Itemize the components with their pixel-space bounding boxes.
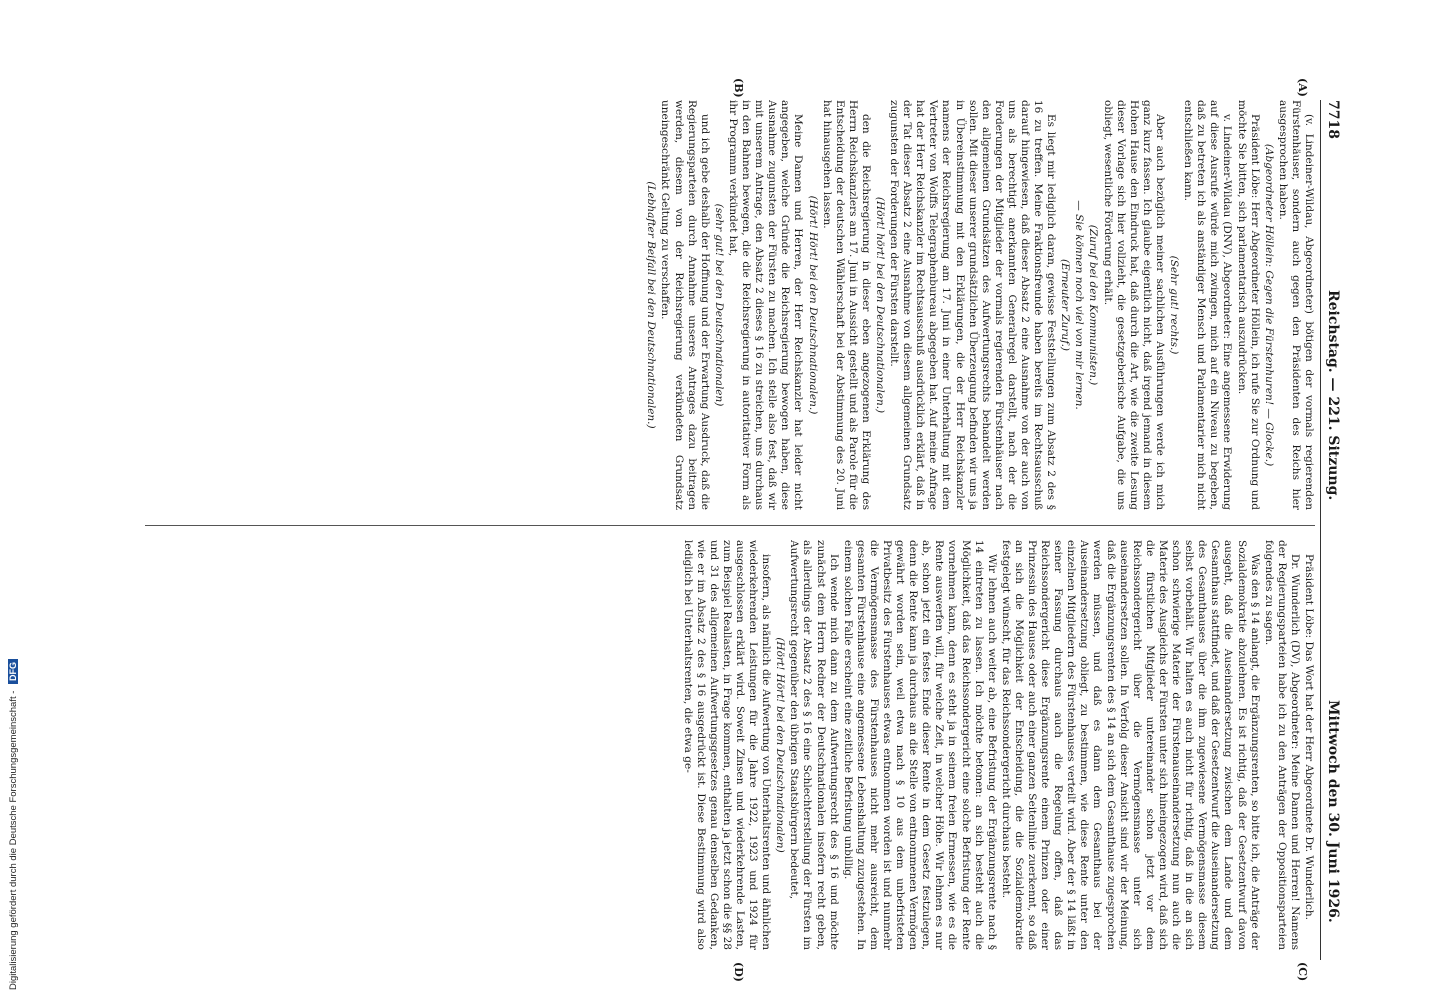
col1-paragraph: und ich gebe deshalb der Hoffnung und der Erwartung Ausdruck, daß die Regierungsparteien durch Annahme unseres Antrages dazu beitragen werden, diesem von der Reichsregierung verkündeten Grundsatz uneingeschränkt Geltung zu verschaffen. [659,100,711,510]
col1-paragraph: den die Reichsregierung in dieser eben angezogenen Erklärung des Herrn Reichskanzlers am 17. Juni in Aussicht gestellt und als Parole für die Entscheidung der deutschen Wählerschaft bei der Abstimmung des 20. Juni hat hinausgehen lassen. [820,100,872,510]
col1-paragraph: Präsident Löbe: Herr Abgeordneter Höllein, ich rufe Sie zur Ordnung und möchte Sie bitten, sich parlamentarisch auszudrücken. [1235,100,1261,510]
col1-paragraph: (v. Lindeiner-Wildau, Abgeordneter) bötigen der vormals regierenden Fürstenhäuser, sondern auch gegen den Präsidenten des Reichs hier ausgesprochen haben. [1276,100,1315,510]
col1-paragraph: (Sehr gut! rechts.) [1168,255,1181,355]
col2-paragraph: Ich wende mich dann zu dem Aufwertungsrecht des § 16 und möchte zunächst dem Herrn Redner der Deutschnationalen insofern recht geben, als allerdings der Absatz 2 des § 16 eine Schlechterstellung der Fürsten im Aufwertungsrecht gegenüber den übrigen Staatsbürgern bedeutet, [788,540,840,950]
col2-paragraph: (Hört! Hört! bei den Deutschnationalen) [774,637,787,853]
col1-paragraph: Meine Damen und Herren, der Herr Reichskanzler hat leider nicht angegeben, welche Gründe die Reichsregierung bewogen haben, diese Ausnahme zugunsten der Fürsten zu machen. Ich stelle also fest, daß wir mit unserem Antrage, den Absatz 2 dieses § 16 zu streichen, uns durchaus in den Bahnen bewegen, die die Reichsregierung in autoritativer Form als ihr Programm verkündet hat, [726,100,805,510]
margin-mark-b: (B) [732,78,745,98]
margin-mark-a: (A) [1296,78,1309,97]
col2-paragraph: insofern, als nämlich die Aufwertung von Unterhaltsrenten und ähnlichen wiederkehrenden Leistungen für die Jahre 1922, 1923 und 1924 für ausgeschlossen erklärt wird. Soweit Zinsen und wiederkehrende Lasten, zum Beispiel Reallasten, in Frage kommen, enthalten ja jetzt schon die §§ 28 und 31 des allgemeinen Aufwertungsgesetzes genau denselben Gedanken, wie er im Absatz 2 des § 16 ausgedrückt ist. Diese Bestimmung wird also lediglich bei Unterhaltsrenten, die etwa ge- [681,540,773,950]
col1-paragraph: (Lebhafter Beifall bei den Deutschnationalen.) [645,181,658,429]
col2-paragraph: Dr. Wunderlich (DV), Abgeordneter: Meine Damen und Herren! Namens der Regierungsparteien habe ich zu den Anträgen der Oppositionsparteien folgendes zu sagen. [1262,540,1301,950]
margin-mark-d: (D) [732,962,745,982]
left-column [643,100,1315,510]
margin-mark-c: (C) [1296,962,1309,982]
col1-paragraph: (Zuruf bei den Kommunisten.) [1087,224,1100,386]
page-header [1319,100,1345,960]
session-title: Reichstag. — 221. Sitzung. [1325,290,1341,501]
col1-paragraph: (sehr gut! bei den Deutschnationalen) [712,203,725,407]
dfg-logo: DFG [8,659,18,684]
session-date: Mittwoch den 30. Juni 1926. [1325,700,1341,923]
col1-paragraph: (Abgeordneter Höllein: Gegen die Fürstenhuren! — Glocke.) [1262,143,1275,467]
col2-paragraph: Was den § 14 anlangt, die Ergänzungsrenten, so bitte ich, die Anträge der Sozialdemokratie abzulehnen. Es ist richtig, daß der Gesetzentwurf davon ausgeht, daß die Auseinandersetzung zwischen dem Lande und dem Gesamthaus stattfindet, und daß der Gesetzentwurf die Auseinandersetzung des Gesamthauses über die ihm zugewiesene Vermögensmasse diesem selbst vorbehält. Wir halten es auch nicht für richtig, daß in die an sich schon schwierige Materie der Fürstenauseinandersetzung nun auch die Materie des Ausgleichs der Fürsten unter sich hineingezogen wird, daß sich die fürstlichen Mitglieder untereinander schon jetzt vor dem Reichssondergericht über die Vermögensmasse unter sich auseinandersetzen sollen. In Verfolg dieser Ansicht sind wir der Meinung, daß die Ergänzungsrenten des § 14 an sich dem Gesamthause zugesprochen werden müssen, und daß es dann dem Gesamthaus bei der Auseinandersetzung obliegt, zu bestimmen, wie diese Rente unter den einzelnen Mitgliedern des Fürstenhauses verteilt wird. Aber der § 14 läßt in seiner Fassung durchaus auch die Regelung offen, daß das Reichssondergericht diese Ergänzungsrente einem Prinzen oder einer Prinzessin des Hauses oder auch einer ganzen Seitenlinie zuerkennt, so daß an sich die Möglichkeit der Entscheidung, die die Sozialdemokratie festgelegt wünscht, für das Reichssondergericht durchaus besteht. [999,540,1261,950]
col1-paragraph: — Sie können noch viel von mir lernen. [1073,200,1086,410]
rotated-page-content [115,78,1345,982]
funding-text: Digitalisierung gefördert durch die Deutsche Forschungsgemeinschaft - [8,690,19,990]
col1-paragraph: Es liegt mir lediglich daran, gewisse Feststellungen zum Absatz 2 des § 16 zu treffen. Meine Fraktionsfreunde haben bereits im Rechtsausschuß darauf hingewiesen, daß dieser Absatz 2 eine Ausnahme von der auch von uns als berechtigt anerkannten Generalregel darstellt, nach der die Forderungen der Mitglieder der vormals regierenden Fürstenhäuser nach den allgemeinen Grundsätzen des Aufwertungsrechts behandelt werden sollen. Mit dieser unserer grundsätzlichen Überzeugung befinden wir uns ja in Übereinstimmung mit den Erklärungen, die der Herr Reichskanzler namens der Reichsregierung am 17. Juni in einer Unterhaltung mit dem Vertreter von Wolffs Telegraphenbureau abgegeben hat. Auf meine Anfrage hat der Herr Reichskanzler im Rechtsausschuß ausdrücklich erklärt, daß in der Tat dieser Absatz 2 eine Ausnahme von diesem allgemeinen Grundsatz zugunsten der Forderungen der Fürsten darstellt. [888,100,1058,510]
page-number: 7718 [1325,100,1341,139]
col1-paragraph: (Hört! hört! bei den Deutschnationalen.) [874,196,886,414]
col1-paragraph: (Erneuter Zuruf.) [1059,258,1072,352]
column-divider [145,525,1315,526]
col2-paragraph: Wir lehnen auch weiter ab, eine Befristung der Ergänzungsrente nach § 14 eintreten zu lassen. Ich möchte betonen: an sich besteht auch die Möglichkeit, daß das Reichssondergericht eine solche Befristung der Rente vornehmen kann, denn es steht ja in seinem freien Ermessen, wie es die Rente auswerfen will, für welche Zeit, in welcher Höhe. Wir lehnen es nur ab, schon jetzt ein festes Ende dieser Rente in dem Gesetz festzulegen, denn die Rente kann ja durchaus an die Stelle von entnommenen Vermögen gewährt worden sein, weil etwa nach § 10 aus dem unbefristeten Privatbesitz des Fürstenhauses etwas entnommen worden ist und nunmehr die Vermögensmasse des Fürstenhauses nicht mehr ausreicht, dem gesamten Fürstenhause eine angemessene Lebenshaltung zuzugestehen. In einem solchen Falle erscheint eine zeitliche Befristung unbillig. [841,540,998,950]
right-column [680,540,1316,950]
header-rule [1320,100,1321,960]
col2-paragraph: Präsident Löbe: Das Wort hat der Herr Abgeordnete Dr. Wunderlich. [1303,554,1315,921]
col1-paragraph: (Hört! Hört! bei den Deutschnationalen.) [806,195,819,415]
funding-note [8,659,19,990]
col1-paragraph: v. Lindeiner-Wildau (DNV), Abgeordneter: Eine angemessene Erwiderung auf diese Ausrufe würde mich zwingen, mich auf ein Niveau zu begeben, daß zu betreten ich als anständiger Mensch und Parlamentarier mich nicht entschließen kann. [1182,100,1234,510]
col1-paragraph: Aber auch bezüglich meiner sachlichen Ausführungen werde ich mich ganz kurz fassen. Ich glaube eigentlich nicht, daß irgend jemand in diesem Hohen Hause den Eindruck hat, daß durch die Art, wie die zweite Lesung dieser Vorlage sich hier vollzieht, die gesetzgeberische Aufgabe, die uns obliegt, wesentliche Förderung erhält. [1101,100,1166,510]
